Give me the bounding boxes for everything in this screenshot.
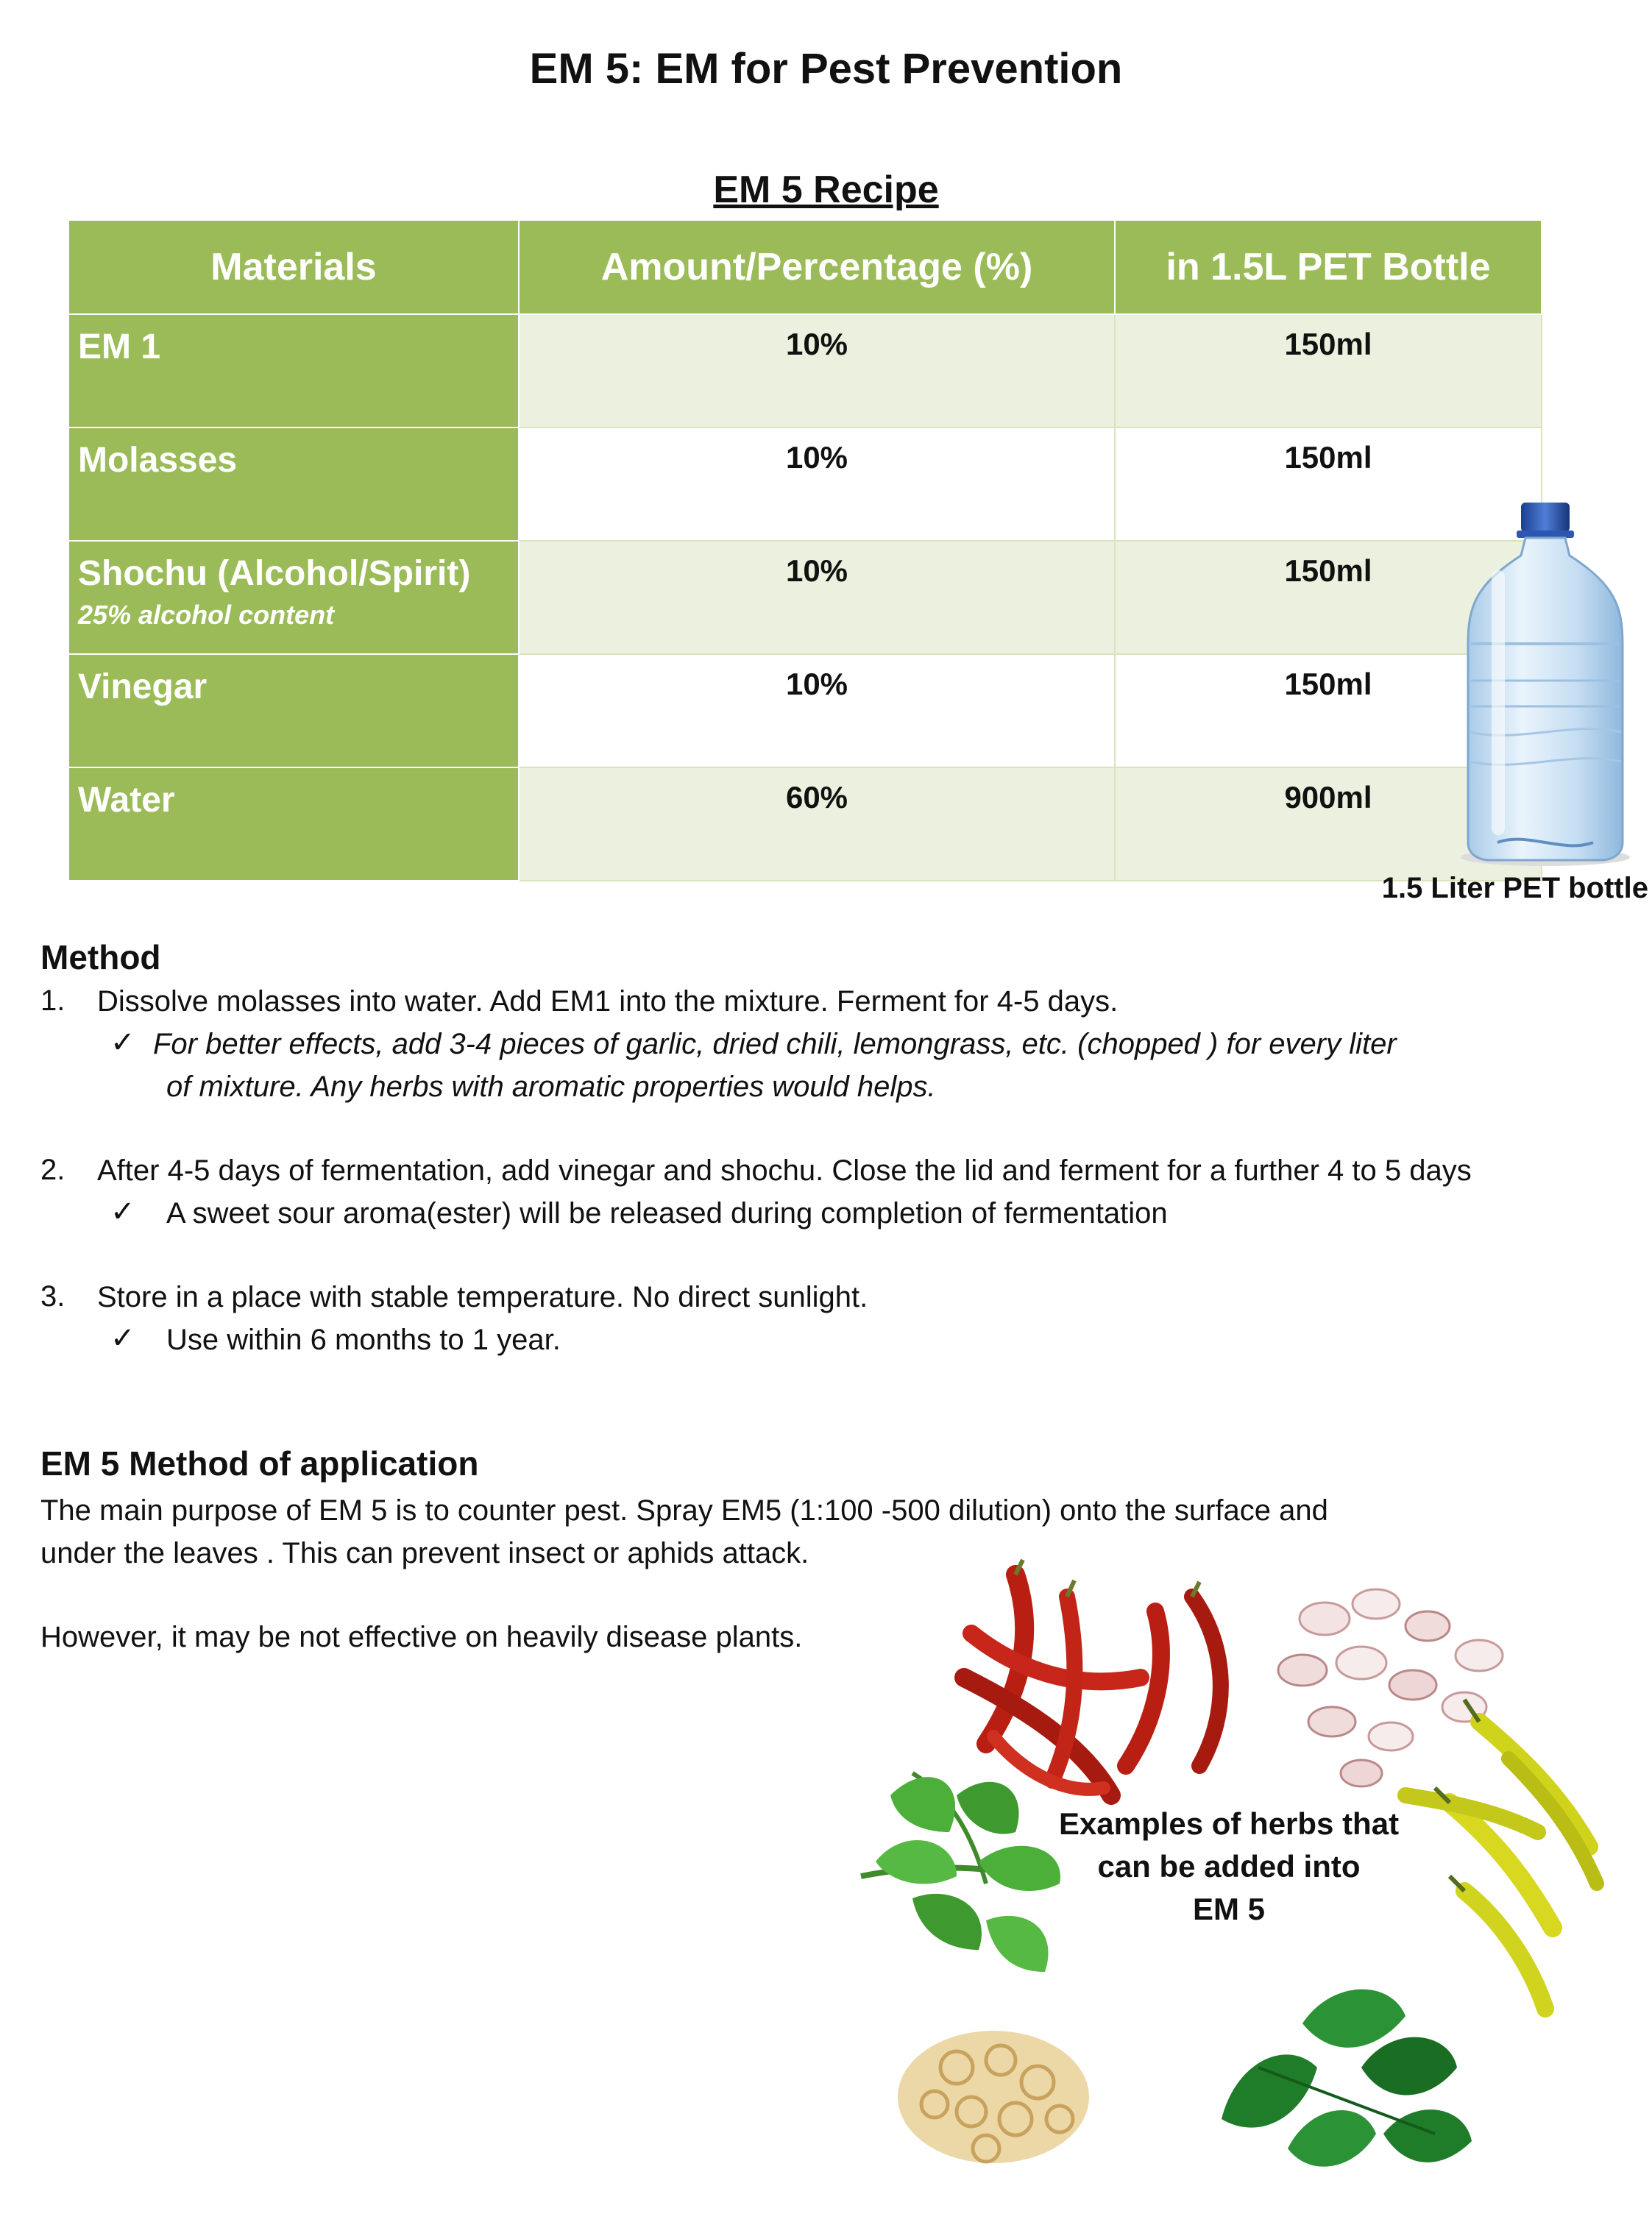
amount-cell: 900ml bbox=[1115, 767, 1542, 881]
percentage-cell: 10% bbox=[519, 427, 1115, 541]
step-number: 1. bbox=[40, 984, 65, 1017]
step-number: 3. bbox=[40, 1280, 65, 1313]
recipe-title: EM 5 Recipe bbox=[713, 168, 939, 211]
application-text: The main purpose of EM 5 is to counter pest. Spray EM5 (1:100 -500 dilution) onto the surface and bbox=[40, 1494, 1328, 1527]
table-row bbox=[68, 541, 1542, 654]
kaffir-lime-leaves-icon bbox=[1222, 1990, 1472, 2167]
page-title: EM 5: EM for Pest Prevention bbox=[529, 45, 1123, 93]
material-cell bbox=[68, 314, 519, 427]
step-text: Dissolve molasses into water. Add EM1 into the mixture. Ferment for 4-5 days. bbox=[97, 985, 1119, 1018]
step-note: Use within 6 months to 1 year. bbox=[166, 1324, 561, 1356]
material-cell bbox=[68, 427, 519, 541]
lemongrass-icon bbox=[898, 2031, 1089, 2163]
material-cell bbox=[68, 654, 519, 767]
garlic-icon bbox=[1278, 1589, 1503, 1786]
table-row bbox=[68, 654, 1542, 767]
checkmark-icon: ✓ bbox=[110, 1196, 135, 1228]
material-cell bbox=[68, 767, 519, 881]
amount-cell: 150ml bbox=[1115, 314, 1542, 427]
header-materials: Materials bbox=[68, 220, 519, 314]
bottle-caption: 1.5 Liter PET bottle bbox=[1381, 872, 1648, 904]
step-text: Store in a place with stable temperature. No direct sunlight. bbox=[97, 1281, 868, 1313]
material-name: Vinegar bbox=[78, 667, 208, 706]
application-heading: EM 5 Method of application bbox=[40, 1444, 479, 1483]
step-note-continued: of mixture. Any herbs with aromatic properties would helps. bbox=[166, 1071, 936, 1103]
yellow-chili-icon bbox=[1405, 1700, 1597, 2009]
water-bottle-icon bbox=[1439, 497, 1652, 872]
amount-cell: 150ml bbox=[1115, 654, 1542, 767]
application-text: under the leaves . This can prevent insect or aphids attack. bbox=[40, 1537, 809, 1569]
herbs-caption-line: EM 5 bbox=[1192, 1892, 1266, 1926]
material-cell bbox=[68, 541, 519, 654]
herbs-caption-line: Examples of herbs that bbox=[1058, 1806, 1400, 1841]
step-number: 2. bbox=[40, 1154, 65, 1186]
checkmark-icon: ✓ bbox=[110, 1322, 135, 1355]
herbs-caption bbox=[1030, 1803, 1428, 1931]
checkmark-icon: ✓ bbox=[110, 1026, 135, 1059]
dried-chili-icon bbox=[964, 1560, 1221, 1795]
material-name: Shochu (Alcohol/Spirit) bbox=[78, 554, 471, 593]
application-text: However, it may be not effective on heavily disease plants. bbox=[40, 1621, 803, 1653]
table-row bbox=[68, 767, 1542, 881]
amount-cell: 150ml bbox=[1115, 427, 1542, 541]
herbs-caption-line: can be added into bbox=[1097, 1849, 1361, 1884]
header-bottle-amount: in 1.5L PET Bottle bbox=[1115, 220, 1542, 314]
percentage-cell: 60% bbox=[519, 767, 1115, 881]
percentage-cell: 10% bbox=[519, 314, 1115, 427]
step-text: After 4-5 days of fermentation, add vinegar and shochu. Close the lid and ferment for a further 4 to 5 days bbox=[97, 1154, 1472, 1187]
table-header-row bbox=[68, 220, 1542, 314]
material-name: EM 1 bbox=[78, 327, 161, 366]
recipe-table bbox=[68, 219, 1542, 881]
amount-cell: 150ml bbox=[1115, 541, 1542, 654]
material-note: 25% alcohol content bbox=[78, 600, 335, 630]
table-row bbox=[68, 314, 1542, 427]
header-percentage: Amount/Percentage (%) bbox=[519, 220, 1115, 314]
table-row bbox=[68, 427, 1542, 541]
percentage-cell: 10% bbox=[519, 541, 1115, 654]
step-note: A sweet sour aroma(ester) will be released during completion of fermentation bbox=[166, 1197, 1168, 1229]
percentage-cell: 10% bbox=[519, 654, 1115, 767]
method-heading: Method bbox=[40, 938, 161, 976]
material-name: Water bbox=[78, 781, 175, 820]
material-name: Molasses bbox=[78, 441, 238, 480]
step-note: For better effects, add 3-4 pieces of garlic, dried chili, lemongrass, etc. (chopped ) for every liter bbox=[153, 1028, 1397, 1060]
